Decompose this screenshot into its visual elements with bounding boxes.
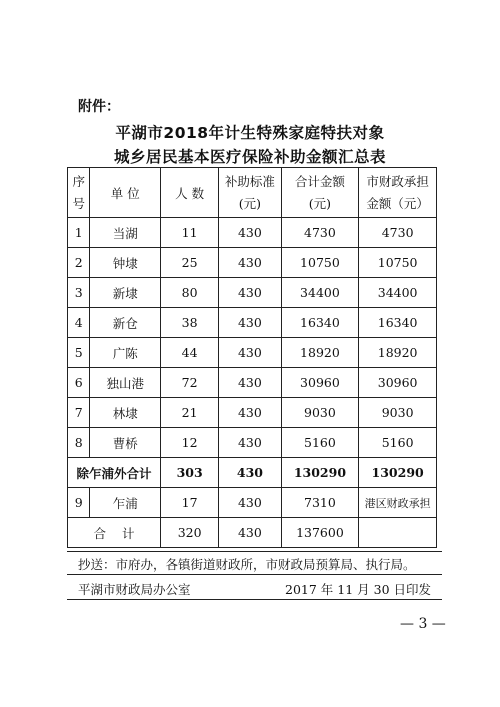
table-row xyxy=(68,248,437,278)
header-seq-line2: 号 xyxy=(72,195,85,211)
attachment-label: 附件： xyxy=(78,99,120,115)
cell-unit: 林埭 xyxy=(90,398,161,428)
cell-people: 320 xyxy=(161,518,219,548)
table-row xyxy=(68,338,437,368)
header-standard xyxy=(219,168,281,218)
cell-total: 30960 xyxy=(281,368,359,398)
cell-standard: 430 xyxy=(219,368,281,398)
cell-people: 21 xyxy=(161,398,219,428)
issuing-office: 平湖市财政局办公室 xyxy=(78,582,191,597)
header-seq-line1: 序 xyxy=(72,173,85,189)
cell-city: 10750 xyxy=(359,248,437,278)
issue-date: 2017 年 11 月 30 日印发 xyxy=(285,582,431,597)
divider-top xyxy=(67,551,442,552)
cell-unit: 当湖 xyxy=(90,218,161,248)
cell-people: 80 xyxy=(161,278,219,308)
header-unit: 单 位 xyxy=(90,168,161,218)
cell-unit: 广陈 xyxy=(90,338,161,368)
cell-total: 4730 xyxy=(281,218,359,248)
cell-seq: 8 xyxy=(68,428,90,458)
cell-people: 11 xyxy=(161,218,219,248)
table-row xyxy=(68,218,437,248)
cell-total: 137600 xyxy=(281,518,359,548)
cell-unit: 曹桥 xyxy=(90,428,161,458)
header-seq xyxy=(68,168,90,218)
cell-unit: 新埭 xyxy=(90,278,161,308)
cell-people: 17 xyxy=(161,488,219,518)
cell-city: 30960 xyxy=(359,368,437,398)
cell-standard: 430 xyxy=(219,338,281,368)
cell-standard: 430 xyxy=(219,458,281,488)
cell-seq: 3 xyxy=(68,278,90,308)
cell-standard: 430 xyxy=(219,398,281,428)
cell-seq: 1 xyxy=(68,218,90,248)
cell-total: 18920 xyxy=(281,338,359,368)
cell-seq: 6 xyxy=(68,368,90,398)
cell-total: 34400 xyxy=(281,278,359,308)
header-city-line2: 金额（元） xyxy=(366,195,429,211)
cell-standard: 430 xyxy=(219,248,281,278)
table-row-zhapu xyxy=(68,488,437,518)
cell-grand-total-label: 合 计 xyxy=(68,518,161,548)
divider-bottom xyxy=(67,599,442,600)
cell-total: 16340 xyxy=(281,308,359,338)
cell-city: 16340 xyxy=(359,308,437,338)
cell-seq: 2 xyxy=(68,248,90,278)
table-header-row xyxy=(68,168,437,218)
cell-seq: 5 xyxy=(68,338,90,368)
grand-total-row xyxy=(68,518,437,548)
table-row xyxy=(68,308,437,338)
cell-standard: 430 xyxy=(219,488,281,518)
cell-seq: 9 xyxy=(68,488,90,518)
cell-unit: 乍浦 xyxy=(90,488,161,518)
table-row xyxy=(68,368,437,398)
header-standard-line2: (元) xyxy=(238,195,262,211)
subtotal-row xyxy=(68,458,437,488)
table-row xyxy=(68,428,437,458)
cell-city xyxy=(359,518,437,548)
header-total-line2: (元) xyxy=(308,195,332,211)
cell-standard: 430 xyxy=(219,428,281,458)
cell-total: 130290 xyxy=(281,458,359,488)
cell-standard: 430 xyxy=(219,308,281,338)
divider-middle xyxy=(67,574,442,575)
table-row xyxy=(68,278,437,308)
cell-city: 18920 xyxy=(359,338,437,368)
cell-standard: 430 xyxy=(219,278,281,308)
page-number: — 3 — xyxy=(400,616,446,632)
cell-unit: 钟埭 xyxy=(90,248,161,278)
cell-city: 港区财政承担 xyxy=(359,488,437,518)
cell-unit: 独山港 xyxy=(90,368,161,398)
cell-seq: 4 xyxy=(68,308,90,338)
cell-total: 9030 xyxy=(281,398,359,428)
header-standard-line1: 补助标准 xyxy=(224,173,275,189)
header-city-line1: 市财政承担 xyxy=(366,173,429,189)
document-title-line1: 平湖市2018年计生特殊家庭特扶对象 xyxy=(115,124,385,142)
subsidy-summary-table xyxy=(67,167,437,548)
cell-total: 10750 xyxy=(281,248,359,278)
header-total-line1: 合计金额 xyxy=(294,173,345,189)
cell-city: 130290 xyxy=(359,458,437,488)
cell-people: 38 xyxy=(161,308,219,338)
cell-subtotal-label: 除乍浦外合计 xyxy=(68,458,161,488)
cell-city: 34400 xyxy=(359,278,437,308)
table-row xyxy=(68,398,437,428)
document-title-line2: 城乡居民基本医疗保险补助金额汇总表 xyxy=(113,148,386,166)
cell-unit: 新仓 xyxy=(90,308,161,338)
cell-people: 303 xyxy=(161,458,219,488)
cell-people: 25 xyxy=(161,248,219,278)
cell-city: 9030 xyxy=(359,398,437,428)
cell-standard: 430 xyxy=(219,218,281,248)
cell-city: 4730 xyxy=(359,218,437,248)
cell-people: 44 xyxy=(161,338,219,368)
header-city-finance xyxy=(359,168,437,218)
cc-recipients: 抄送：市府办，各镇街道财政所，市财政局预算局、执行局。 xyxy=(78,557,416,572)
header-people: 人 数 xyxy=(161,168,219,218)
cell-seq: 7 xyxy=(68,398,90,428)
cell-total: 7310 xyxy=(281,488,359,518)
header-total xyxy=(281,168,359,218)
cell-total: 5160 xyxy=(281,428,359,458)
cell-city: 5160 xyxy=(359,428,437,458)
cell-standard: 430 xyxy=(219,518,281,548)
cell-people: 12 xyxy=(161,428,219,458)
cell-people: 72 xyxy=(161,368,219,398)
